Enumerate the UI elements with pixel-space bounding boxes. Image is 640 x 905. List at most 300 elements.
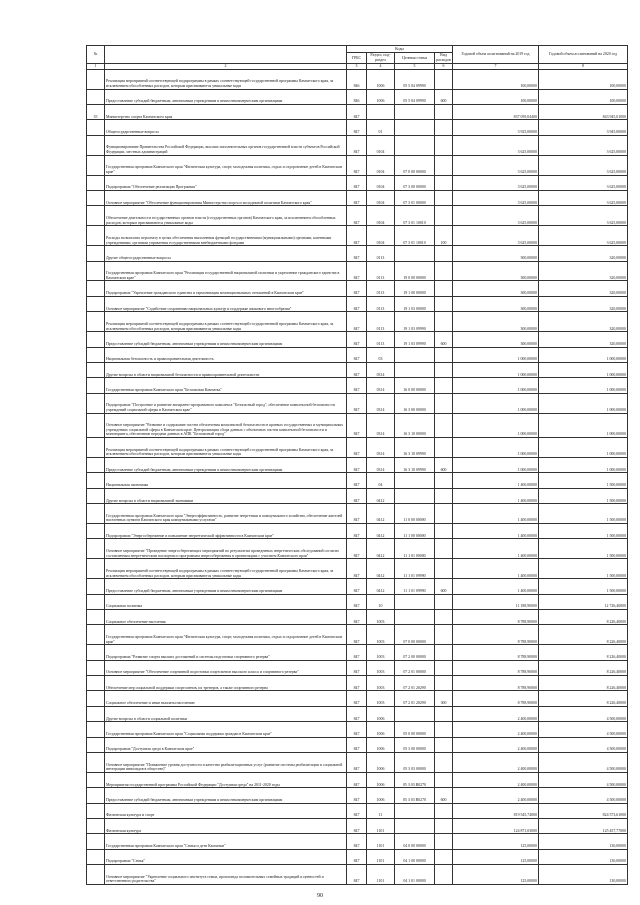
header-num: № [87, 46, 105, 64]
row-amount-2020: 1 500,00000 [539, 559, 628, 579]
table-row [87, 438, 628, 458]
row-section: 1003 [367, 645, 395, 660]
row-grbs: 847 [347, 610, 367, 625]
row-grbs: 847 [347, 660, 367, 675]
row-amount-2020: 843 945,01000 [539, 104, 628, 119]
table-row [87, 206, 628, 226]
table-row [87, 594, 628, 609]
row-type [435, 206, 453, 226]
row-type [435, 539, 453, 559]
row-type [435, 135, 453, 155]
row-amount-2020: 1 500,00000 [539, 524, 628, 539]
row-amount-2020: 1 000,00000 [539, 362, 628, 377]
table-row [87, 378, 628, 393]
row-amount-2019: 1 400,00000 [453, 559, 539, 579]
row-amount-2020: 8 226,40000 [539, 645, 628, 660]
row-section: 1006 [367, 788, 395, 803]
row-amount-2019: 300,00000 [453, 332, 539, 347]
row-type [435, 261, 453, 281]
table-row [87, 864, 628, 884]
row-target [395, 610, 435, 625]
row-grbs: 847 [347, 120, 367, 135]
row-target: 07 2 01 00000 [395, 660, 435, 675]
row-type [435, 69, 453, 89]
row-target: 19 1 03 09990 [395, 312, 435, 332]
row-number [87, 378, 105, 393]
row-type [435, 504, 453, 524]
row-type: 600 [435, 788, 453, 803]
row-amount-2020: 130,00000 [539, 864, 628, 884]
index-cell: 4 [367, 64, 395, 70]
row-number [87, 332, 105, 347]
table-body [87, 69, 628, 884]
budget-table [86, 45, 628, 885]
row-name: Государственная программа Камчатского края "Энергоэффективность, развитие энергетики и коммунального хозяйства, обеспечение жителей населенных пунктов Камчатского края коммунальными услугами" [105, 504, 347, 524]
row-amount-2019: 3 625,00000 [453, 226, 539, 246]
row-amount-2019: 2 400,00000 [453, 737, 539, 752]
row-amount-2020: 12 726,40000 [539, 594, 628, 609]
row-target [395, 104, 435, 119]
table-row [87, 362, 628, 377]
table-row [87, 89, 628, 104]
row-amount-2019: 1 000,00000 [453, 413, 539, 438]
table-row [87, 610, 628, 625]
row-name: Социальное обеспечение населения [105, 610, 347, 625]
row-type: 600 [435, 332, 453, 347]
row-grbs: 847 [347, 849, 367, 864]
row-amount-2020: 320,00000 [539, 261, 628, 281]
row-amount-2020: 1 500,00000 [539, 504, 628, 524]
row-grbs: 846 [347, 89, 367, 104]
table-row [87, 625, 628, 645]
row-amount-2019: 2 400,00000 [453, 706, 539, 721]
row-target: 05 5 04 09990 [395, 69, 435, 89]
row-target: 16 3 10 09990 [395, 458, 435, 473]
row-target: 16 3 10 09990 [395, 438, 435, 458]
row-amount-2020: 100,00000 [539, 89, 628, 104]
row-name: Основное мероприятие "Обеспечение функционирования Министерства спорта и молодежной политики Камчатского края" [105, 190, 347, 205]
row-number [87, 559, 105, 579]
row-target: 07 0 00 00000 [395, 625, 435, 645]
row-name: Другие вопросы в области национальной экономики [105, 488, 347, 503]
row-type [435, 559, 453, 579]
row-grbs: 847 [347, 676, 367, 691]
row-amount-2020: 8 226,40000 [539, 691, 628, 706]
row-type [435, 660, 453, 675]
row-number [87, 818, 105, 833]
row-grbs: 847 [347, 594, 367, 609]
row-section: 0104 [367, 190, 395, 205]
row-amount-2019: 125,00000 [453, 834, 539, 849]
row-section: 1101 [367, 849, 395, 864]
row-grbs: 847 [347, 438, 367, 458]
row-amount-2019: 837 059,04400 [453, 104, 539, 119]
row-number [87, 488, 105, 503]
row-grbs: 847 [347, 281, 367, 296]
row-section: 0412 [367, 488, 395, 503]
row-type [435, 104, 453, 119]
row-name: Подпрограмма "Построение и развитие аппаратно-программного комплекса "Безопасный город", обеспечение комплексной безопасности учреждений социальной сферы в Камчатском крае" [105, 393, 347, 413]
row-number [87, 504, 105, 524]
row-amount-2020: 3 625,00000 [539, 175, 628, 190]
table-row [87, 312, 628, 332]
row-number [87, 722, 105, 737]
row-type [435, 488, 453, 503]
header-grbs: ГРБС [347, 53, 367, 64]
row-amount-2019: 8 788,90000 [453, 645, 539, 660]
table-row [87, 246, 628, 261]
row-type: 600 [435, 579, 453, 594]
header-target: Целевая статья [395, 53, 435, 64]
row-name: Подпрограмма "Семья" [105, 849, 347, 864]
row-amount-2019: 1 400,00000 [453, 539, 539, 559]
row-number [87, 691, 105, 706]
row-name: Основное мероприятие "Проведение энергосберегающих мероприятий по результатам проведенных энергетических обследований согласно составленным энергетическим паспортам и программам энергосбережения в организациях с участием Камчатского края" [105, 539, 347, 559]
row-target: 05 3 00 00000 [395, 737, 435, 752]
row-grbs: 847 [347, 190, 367, 205]
row-amount-2019: 3 625,00000 [453, 175, 539, 190]
row-number [87, 772, 105, 787]
table-row [87, 579, 628, 594]
page-number: 90 [317, 893, 323, 899]
row-grbs: 847 [347, 579, 367, 594]
row-number [87, 135, 105, 155]
row-target: 16 3 10 00000 [395, 413, 435, 438]
row-amount-2019: 1 400,00000 [453, 473, 539, 488]
row-type [435, 864, 453, 884]
row-amount-2019: 1 400,00000 [453, 504, 539, 524]
index-cell: 3 [347, 64, 367, 70]
row-name: Основное мероприятие "Содействие сохранению национальных культур и поддержке языкового многообразия" [105, 296, 347, 311]
row-target: 07 3 01 00000 [395, 190, 435, 205]
row-target: 16 0 00 00000 [395, 378, 435, 393]
row-number [87, 524, 105, 539]
row-number [87, 393, 105, 413]
row-name: Социальное обеспечение и иные выплаты населению [105, 691, 347, 706]
row-target: 11 1 01 09990 [395, 559, 435, 579]
row-name: Предоставление субсидий бюджетным, автономным учреждениям и иным некоммерческим организациям [105, 788, 347, 803]
row-name: Предоставление субсидий бюджетным, автономным учреждениям и иным некоммерческим организациям [105, 89, 347, 104]
row-grbs: 847 [347, 206, 367, 226]
header-codes: Коды [347, 46, 453, 53]
row-number [87, 190, 105, 205]
row-type [435, 393, 453, 413]
row-amount-2020: 4 500,00000 [539, 752, 628, 772]
row-target: 07 2 01 20290 [395, 691, 435, 706]
row-section: 0314 [367, 458, 395, 473]
row-grbs: 847 [347, 752, 367, 772]
row-amount-2019: 100,00000 [453, 69, 539, 89]
row-number [87, 864, 105, 884]
row-name: Государственная программа Камчатского края "Реализация государственной национальной политики и укрепление гражданского единства в Камчатском крае" [105, 261, 347, 281]
row-type [435, 473, 453, 488]
row-amount-2020: 4 500,00000 [539, 722, 628, 737]
row-amount-2019: 2 400,00000 [453, 788, 539, 803]
row-amount-2019: 300,00000 [453, 281, 539, 296]
row-number [87, 660, 105, 675]
row-grbs: 847 [347, 226, 367, 246]
table-row [87, 660, 628, 675]
row-amount-2019: 124 871,03000 [453, 818, 539, 833]
row-type [435, 296, 453, 311]
row-name: Национальная безопасность и правоохранительная деятельность [105, 347, 347, 362]
row-target: 05 5 04 09990 [395, 89, 435, 104]
row-amount-2020: 1 000,00000 [539, 458, 628, 473]
index-cell: 7 [453, 64, 539, 70]
row-type [435, 175, 453, 190]
row-target: 11 0 00 00000 [395, 504, 435, 524]
row-name: Государственная программа Камчатского края "Безопасная Камчатка" [105, 378, 347, 393]
row-grbs: 847 [347, 818, 367, 833]
row-amount-2020: 1 000,00000 [539, 393, 628, 413]
row-amount-2019: 8 788,90000 [453, 625, 539, 645]
row-type [435, 312, 453, 332]
row-target: 07 2 00 00000 [395, 645, 435, 660]
table-row [87, 691, 628, 706]
row-number [87, 788, 105, 803]
row-section: 1003 [367, 625, 395, 645]
row-number [87, 155, 105, 175]
row-target [395, 594, 435, 609]
row-target: 04 0 00 00000 [395, 834, 435, 849]
row-number [87, 849, 105, 864]
row-number [87, 226, 105, 246]
row-target: 16 3 00 00000 [395, 393, 435, 413]
row-grbs: 847 [347, 706, 367, 721]
table-row [87, 69, 628, 89]
row-number [87, 803, 105, 818]
row-grbs: 847 [347, 246, 367, 261]
table-row [87, 559, 628, 579]
row-type [435, 752, 453, 772]
table-row [87, 413, 628, 438]
row-grbs: 847 [347, 864, 367, 884]
table-row [87, 539, 628, 559]
row-target [395, 818, 435, 833]
row-target: 07 3 00 00000 [395, 175, 435, 190]
header-type: Вид расходов [436, 53, 451, 62]
row-section: 0314 [367, 413, 395, 438]
row-amount-2019: 2 400,00000 [453, 722, 539, 737]
row-name: Функционирование Правительства Российской Федерации, высших исполнительных органов государственной власти субъектов Российской Федерации, местных администраций [105, 135, 347, 155]
row-grbs: 847 [347, 504, 367, 524]
index-cell: 1 [87, 64, 105, 70]
row-section: 0412 [367, 524, 395, 539]
row-target [395, 488, 435, 503]
row-grbs: 847 [347, 788, 367, 803]
row-amount-2019: 1 000,00000 [453, 347, 539, 362]
row-name: Национальная экономика [105, 473, 347, 488]
row-amount-2020: 320,00000 [539, 312, 628, 332]
table-row [87, 834, 628, 849]
row-amount-2019: 1 400,00000 [453, 524, 539, 539]
row-name: Предоставление субсидий бюджетным, автономным учреждениям и иным некоммерческим организациям [105, 579, 347, 594]
row-grbs: 847 [347, 413, 367, 438]
table-row [87, 722, 628, 737]
table-row [87, 788, 628, 803]
row-section: 0104 [367, 155, 395, 175]
row-amount-2020: 4 500,00000 [539, 706, 628, 721]
row-amount-2019: 3 625,00000 [453, 135, 539, 155]
row-number [87, 246, 105, 261]
row-amount-2019: 300,00000 [453, 312, 539, 332]
row-amount-2020: 130,00000 [539, 834, 628, 849]
row-amount-2020: 4 500,00000 [539, 788, 628, 803]
row-section: 1006 [367, 69, 395, 89]
row-amount-2020: 8 226,40000 [539, 660, 628, 675]
row-amount-2019: 100,00000 [453, 89, 539, 104]
row-amount-2020: 1 000,00000 [539, 347, 628, 362]
row-target: 07 3 01 10010 [395, 206, 435, 226]
row-name: Государственная программа Камчатского края "Физическая культура, спорт, молодежная политика, отдых и оздоровление детей в Камчатском крае" [105, 625, 347, 645]
row-target: 11 1 00 00000 [395, 524, 435, 539]
row-name: Реализация мероприятий соответствующей подпрограммы в рамках соответствующей государственной программы Камчатского края, за исключением обособленных расходов, которым присваиваются уникальные коды [105, 312, 347, 332]
row-type [435, 645, 453, 660]
row-section: 0314 [367, 438, 395, 458]
row-number [87, 645, 105, 660]
row-name: Социальная политика [105, 594, 347, 609]
row-number [87, 458, 105, 473]
row-amount-2020: 320,00000 [539, 281, 628, 296]
row-name: Подпрограмма "Развитие спорта высших достижений и системы подготовки спортивного резерва" [105, 645, 347, 660]
row-type: 300 [435, 691, 453, 706]
row-type [435, 676, 453, 691]
row-name: Физическая культура и спорт [105, 803, 347, 818]
table-row [87, 645, 628, 660]
row-grbs: 847 [347, 312, 367, 332]
row-grbs: 847 [347, 625, 367, 645]
row-target [395, 362, 435, 377]
index-cell: 6 [435, 64, 453, 70]
row-number [87, 438, 105, 458]
row-grbs: 847 [347, 772, 367, 787]
header-2019: Годовой объем ассигнований на 2019 год [453, 46, 539, 64]
row-grbs: 847 [347, 135, 367, 155]
row-amount-2019: 1 400,00000 [453, 488, 539, 503]
row-grbs: 847 [347, 473, 367, 488]
row-section: 1006 [367, 706, 395, 721]
row-grbs: 847 [347, 539, 367, 559]
row-type: 100 [435, 226, 453, 246]
table-row [87, 281, 628, 296]
row-target: 11 1 01 00000 [395, 539, 435, 559]
row-amount-2019: 8 788,90000 [453, 691, 539, 706]
row-amount-2019: 300,00000 [453, 246, 539, 261]
row-section: 0104 [367, 135, 395, 155]
row-grbs: 847 [347, 296, 367, 311]
row-type [435, 610, 453, 625]
row-amount-2019: 2 400,00000 [453, 772, 539, 787]
row-name: Обеспечение деятельности государственных органов власти (государственных органов) Камчатского края, за исключением обособленных расходов, которым присваиваются уникальные коды [105, 206, 347, 226]
row-section: 0104 [367, 206, 395, 226]
row-amount-2019: 1 400,00000 [453, 579, 539, 594]
row-section: 01 [367, 120, 395, 135]
row-target: 07 3 01 10010 [395, 226, 435, 246]
row-name: Министерство спорта Камчатского края [105, 104, 347, 119]
row-section: 0314 [367, 378, 395, 393]
row-section: 1006 [367, 722, 395, 737]
row-amount-2019: 3 625,00000 [453, 206, 539, 226]
row-target: 07 0 00 00000 [395, 155, 435, 175]
row-name: Государственная программа Камчатского края "Социальная поддержка граждан в Камчатском крае" [105, 722, 347, 737]
row-target [395, 473, 435, 488]
row-section: 1006 [367, 89, 395, 104]
row-amount-2020: 1 500,00000 [539, 539, 628, 559]
row-type [435, 524, 453, 539]
row-type [435, 347, 453, 362]
row-type [435, 362, 453, 377]
row-amount-2020: 3 625,00000 [539, 206, 628, 226]
row-type [435, 281, 453, 296]
row-amount-2020: 320,00000 [539, 296, 628, 311]
row-name: Обеспечение мер социальной поддержки спортсменов, их тренеров, а также спортивного резерва [105, 676, 347, 691]
row-target: 19 0 00 00000 [395, 261, 435, 281]
row-type [435, 706, 453, 721]
table-row [87, 706, 628, 721]
row-grbs: 847 [347, 261, 367, 281]
row-grbs: 847 [347, 645, 367, 660]
row-number [87, 347, 105, 362]
row-type [435, 155, 453, 175]
row-number [87, 312, 105, 332]
row-amount-2019: 11 188,90000 [453, 594, 539, 609]
row-section: 04 [367, 473, 395, 488]
row-name: Основное мероприятие "Обеспечение спортивной подготовки спортсменов высокого класса и спортивного резерва" [105, 660, 347, 675]
row-section: 1003 [367, 691, 395, 706]
row-type [435, 834, 453, 849]
table-row [87, 737, 628, 752]
row-section: 0314 [367, 362, 395, 377]
row-section: 0113 [367, 261, 395, 281]
row-amount-2020: 4 500,00000 [539, 772, 628, 787]
row-name: Основное мероприятие "Развитие и содержание систем обеспечения комплексной безопасности в краевых государственных и муниципальных учреждениях социальной сферы в Камчатском крае. Централизация сбора данных с объектовых систем комплексной безопасности и мониторинга, обеспечение передачи данных в АПК "Безопасный город" [105, 413, 347, 438]
table-row [87, 347, 628, 362]
row-section: 1006 [367, 737, 395, 752]
row-section: 0314 [367, 393, 395, 413]
row-amount-2020: 1 500,00000 [539, 488, 628, 503]
row-name: Подпрограмма "Укрепление гражданского единства и гармонизация межнациональных отношений в Камчатском крае" [105, 281, 347, 296]
row-section: 0412 [367, 539, 395, 559]
table-row [87, 752, 628, 772]
row-name: Государственная программа Камчатского края "Физическая культура, спорт, молодежная политика, отдых и оздоровление детей в Камчатском крае" [105, 155, 347, 175]
table-row [87, 458, 628, 473]
row-grbs: 847 [347, 378, 367, 393]
index-cell: 2 [105, 64, 347, 70]
row-section: 0412 [367, 504, 395, 524]
row-grbs: 847 [347, 559, 367, 579]
row-type [435, 737, 453, 752]
row-amount-2019: 1 000,00000 [453, 393, 539, 413]
row-name: Предоставление субсидий бюджетным, автономным учреждениям и иным некоммерческим организациям [105, 458, 347, 473]
row-target [395, 246, 435, 261]
row-grbs: 847 [347, 488, 367, 503]
row-name: Реализация мероприятий соответствующей подпрограммы в рамках соответствующей государственной программы Камчатского края, за исключением обособленных расходов, которым присваиваются уникальные коды [105, 69, 347, 89]
row-number [87, 625, 105, 645]
row-name: Реализация мероприятий соответствующей подпрограммы в рамках соответствующей государственной программы Камчатского края, за исключением обособленных расходов, которым присваиваются уникальные коды [105, 438, 347, 458]
row-target: 19 1 03 09990 [395, 332, 435, 347]
row-section: 0113 [367, 246, 395, 261]
row-target [395, 347, 435, 362]
row-name: Физическая культура [105, 818, 347, 833]
row-type: 600 [435, 458, 453, 473]
table-row [87, 155, 628, 175]
row-section: 10 [367, 594, 395, 609]
row-amount-2019: 2 400,00000 [453, 752, 539, 772]
row-target [395, 803, 435, 818]
row-target [395, 706, 435, 721]
header-2020: Годовой объем ассигнований на 2020 год [539, 46, 628, 64]
row-grbs: 847 [347, 104, 367, 119]
